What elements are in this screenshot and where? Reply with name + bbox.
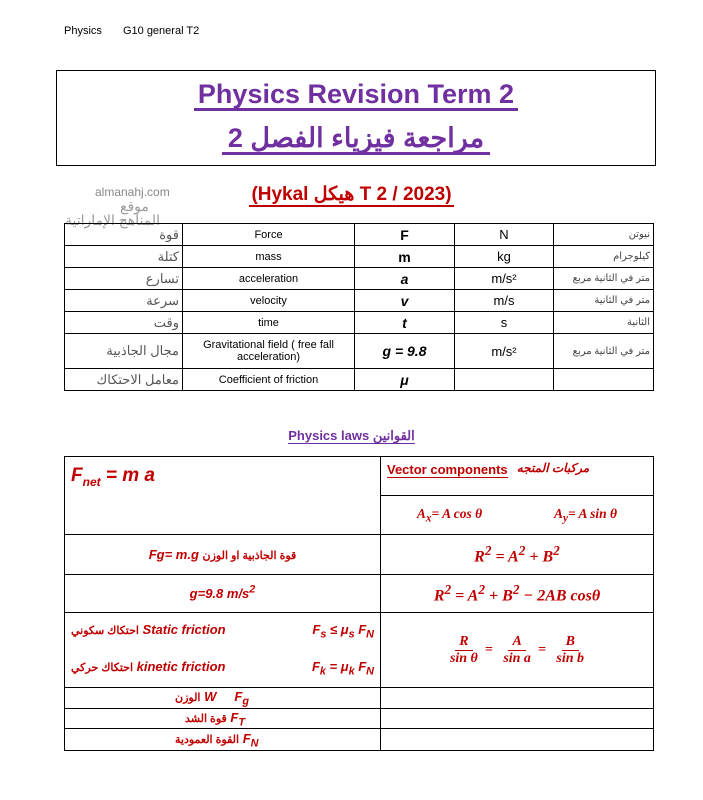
sine-d1: sin θ xyxy=(449,650,478,666)
title-arabic: مراجعة فيزياء الفصل 2 xyxy=(222,124,490,155)
vector-title: Vector components xyxy=(387,462,508,477)
vector-cell xyxy=(381,457,654,535)
row-unit: N xyxy=(455,224,554,246)
row-unit xyxy=(455,369,554,391)
tension-cell xyxy=(65,708,381,729)
row-unit: s xyxy=(455,312,554,334)
r-eq2: $R^2 = A^2 + B^2 - 2AB$ cosθ xyxy=(381,575,654,613)
sine-d3: sin b xyxy=(556,650,585,666)
weight-law: الوزن W $F_g$ xyxy=(175,689,249,708)
static-friction-law: $F_s \le \mu_s$ $F_N$ xyxy=(312,622,374,641)
row-unit: m/s² xyxy=(455,334,554,369)
row-english: Force xyxy=(183,224,355,246)
row-arabic: مجال الجاذبية xyxy=(65,334,183,369)
row-unit-arabic: نيوتن xyxy=(554,224,654,246)
page-header xyxy=(64,25,217,37)
row-symbol: μ xyxy=(355,369,455,391)
kinetic-friction-label: احتكاك حركي kinetic friction xyxy=(71,659,226,674)
row-unit-arabic xyxy=(554,369,654,391)
row-arabic: وقت xyxy=(65,312,183,334)
row-symbol: a xyxy=(355,268,455,290)
fnet-law: $F_{net} = m$ a xyxy=(71,465,156,489)
sine-n1: R xyxy=(455,634,472,651)
watermark-line2: موقع xyxy=(120,198,149,214)
g-cell xyxy=(65,575,381,613)
row-arabic: قوة xyxy=(65,224,183,246)
header-course: G10 general T2 xyxy=(122,25,200,37)
row-symbol: m xyxy=(355,246,455,268)
row-unit: m/s² xyxy=(455,268,554,290)
row-symbol: F xyxy=(355,224,455,246)
row-english: time xyxy=(183,312,355,334)
title-box xyxy=(56,70,656,166)
watermark-site: almanahj.com xyxy=(95,185,170,199)
row-arabic: سرعة xyxy=(65,290,183,312)
row-unit: m/s xyxy=(455,290,554,312)
units-row xyxy=(65,246,654,268)
r-eq1: $R^2 = A^2 + B^2$ xyxy=(381,535,654,575)
row-unit-arabic: متر في الثانية مربع xyxy=(554,268,654,290)
units-row xyxy=(65,312,654,334)
row-arabic: كتلة xyxy=(65,246,183,268)
fnet-cell xyxy=(65,457,381,535)
row-symbol: g = 9.8 xyxy=(355,334,455,369)
row-unit-arabic: الثانية xyxy=(554,312,654,334)
weight-cell xyxy=(65,688,381,709)
row-arabic: تسارع xyxy=(65,268,183,290)
g-value: g=9.8 $m/s^2$ xyxy=(189,583,256,602)
static-friction-label: احتكاك سكوني Static friction xyxy=(71,622,226,638)
row-english: mass xyxy=(183,246,355,268)
vector-arabic: مركبات المتجه xyxy=(516,461,590,475)
units-table xyxy=(64,223,654,391)
normal-cell xyxy=(65,729,381,751)
row-english: acceleration xyxy=(183,268,355,290)
row-unit-arabic: متر في الثانية xyxy=(554,290,654,312)
sine-n2: A xyxy=(508,634,525,651)
ay-formula: $A_y= A$ sin θ xyxy=(553,505,618,525)
normal-force-law: القوة العمودية $F_N$ xyxy=(175,730,259,750)
units-row xyxy=(65,369,654,391)
kinetic-friction-law: $F_k = \mu_k$ $F_N$ xyxy=(311,659,374,678)
sine-n3: B xyxy=(562,634,579,651)
row-unit-arabic: متر في الثانية مربع xyxy=(554,334,654,369)
ax-formula: $A_x= A$ cos θ xyxy=(416,505,483,525)
row-symbol: t xyxy=(355,312,455,334)
laws-table xyxy=(64,456,654,751)
friction-cell xyxy=(65,613,381,688)
sine-rule: $\frac{R}{\text{sin θ}}$ = $\frac{A}{\text{sin a}}$ = $\frac{B}{\text{sin b}}$ xyxy=(381,613,654,688)
row-symbol: v xyxy=(355,290,455,312)
units-row xyxy=(65,334,654,369)
watermark-line3: المناهج الإماراتية xyxy=(65,212,160,228)
sine-d2: sin a xyxy=(503,650,531,666)
subtitle: (Hykal هيكل T 2 / 2023) xyxy=(251,184,452,205)
fg-cell xyxy=(65,535,381,575)
units-row xyxy=(65,290,654,312)
laws-title: Physics laws القوانين xyxy=(288,428,415,443)
header-subject: Physics xyxy=(64,25,102,37)
row-arabic: معامل الاحتكاك xyxy=(65,369,183,391)
row-english: velocity xyxy=(183,290,355,312)
row-english: Gravitational field ( free fall acceleration) xyxy=(183,334,355,369)
units-row xyxy=(65,268,654,290)
tension-law: قوة الشد $F_T$ xyxy=(185,709,245,729)
row-unit-arabic: كيلوجرام xyxy=(554,246,654,268)
row-unit: kg xyxy=(455,246,554,268)
row-english: Coefficient of friction xyxy=(183,369,355,391)
units-row xyxy=(65,224,654,246)
title-english: Physics Revision Term 2 xyxy=(194,80,518,111)
fg-law: قوة الجاذبية او الوزن Fg= m.g xyxy=(148,546,297,562)
